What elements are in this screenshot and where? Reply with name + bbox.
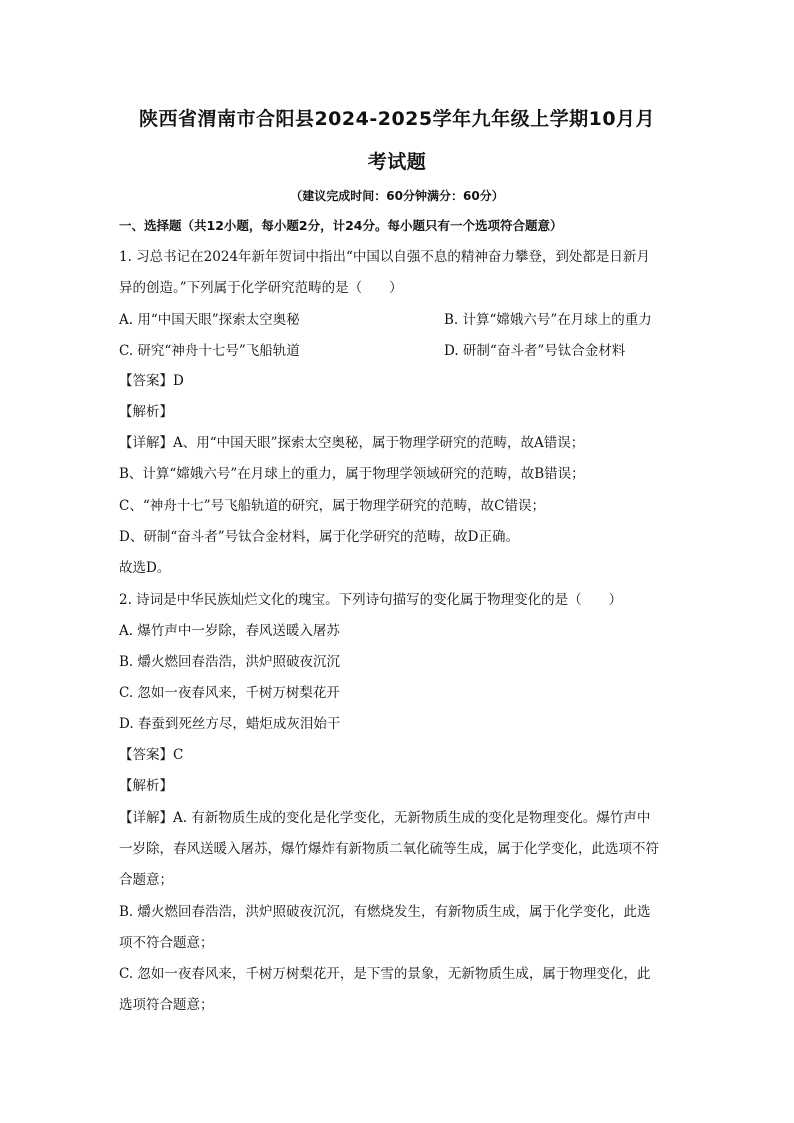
question-1-detail-line4: D、研制“奋斗者”号钛合金材料，属于化学研究的范畴，故D正确。 (119, 529, 519, 545)
question-2-option-b: B. 爝火燃回春浩浩，洪炉照破夜沉沉 (119, 654, 341, 670)
question-2-detail-line7: 选项符合题意； (119, 997, 214, 1013)
question-1-option-d: D. 研制“奋斗者”号钛合金材料 (444, 343, 626, 359)
question-1-detail-line1: 【详解】A、用“中国天眼”探索太空奥秘，属于物理学研究的范畴，故A错误； (119, 435, 585, 451)
question-1-detail-line2: B、计算“嫦娥六号”在月球上的重力，属于物理学领域研究的范畴，故B错误； (119, 466, 585, 482)
question-1-option-c: C. 研究“神舟十七号”飞船轨道 (119, 343, 300, 359)
question-2-option-c: C. 忽如一夜春风来，千树万树梨花开 (119, 685, 340, 701)
question-2-detail-line6: C. 忽如一夜春风来，千树万树梨花开，是下雪的景象，无新物质生成，属于物理变化，此 (119, 966, 651, 982)
question-2-stem: 2. 诗词是中华民族灿烂文化的瑰宝。下列诗句描写的变化属于物理变化的是（ ） (119, 592, 623, 608)
page-title-continued: 考试题 (367, 151, 427, 173)
question-2-detail-line1: 【详解】A. 有新物质生成的变化是化学变化，无新物质生成的变化是物理变化。爆竹声中 (119, 810, 651, 826)
question-2-detail-line4: B. 爝火燃回春浩浩，洪炉照破夜沉沉，有燃烧发生，有新物质生成，属于化学变化，此选 (119, 904, 651, 920)
question-1-stem-line2: 异的创造。”下列属于化学研究范畴的是（ ） (119, 280, 403, 296)
question-2-detail-line2: 一岁除，春风送暖入屠苏，爆竹爆炸有新物质二氧化硫等生成，属于化学变化，此选项不符 (119, 841, 659, 857)
page-title: 陕西省渭南市合阳县2024-2025学年九年级上学期10月月 (138, 108, 656, 130)
question-1-conclusion: 故选D。 (119, 560, 171, 576)
question-2-option-a: A. 爆竹声中一岁除，春风送暖入屠苏 (119, 623, 340, 639)
question-1-answer: 【答案】D (119, 373, 184, 389)
question-1-detail-line3: C、“神舟十七”号飞船轨道的研究，属于物理学研究的范畴，故C错误； (119, 498, 545, 514)
question-2-answer: 【答案】C (119, 747, 184, 763)
question-1-analysis-label: 【解析】 (119, 404, 173, 420)
question-2-analysis-label: 【解析】 (119, 778, 173, 794)
question-1-stem-line1: 1. 习总书记在2024年新年贺词中指出“中国以自强不息的精神奋力攀登，到处都是日新月 (119, 249, 650, 265)
question-1-option-a: A. 用“中国天眼”探索太空奥秘 (119, 312, 300, 328)
question-1-option-b: B. 计算“嫦娥六号”在月球上的重力 (444, 312, 652, 328)
section-heading: 一、选择题（共12小题，每小题2分，计24分。每小题只有一个选项符合题意） (119, 218, 563, 233)
question-2-option-d: D. 春蚕到死丝方尽，蜡炬成灰泪始干 (119, 716, 341, 732)
question-2-detail-line3: 合题意； (119, 872, 173, 888)
question-2-detail-line5: 项不符合题意； (119, 935, 214, 951)
time-and-score-note: （建议完成时间：60分钟满分：60分） (290, 189, 504, 203)
